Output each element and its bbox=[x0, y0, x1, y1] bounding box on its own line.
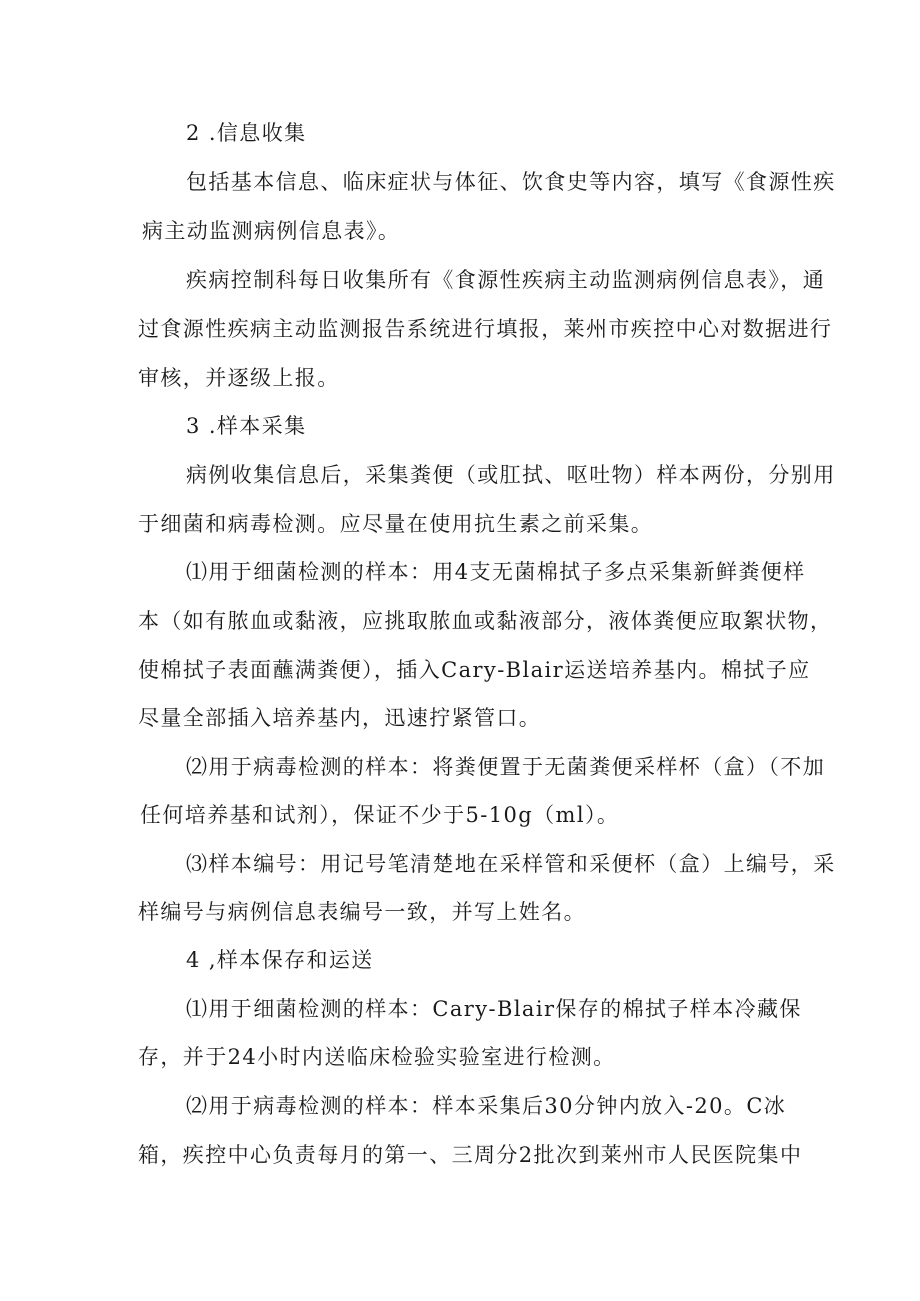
section-2-p2-line-3: 审核，并逐级上报。 bbox=[138, 366, 340, 390]
section-3-p1-line-2: 于细菌和病毒检测。应尽量在使用抗生素之前采集。 bbox=[138, 512, 654, 536]
section-4-heading: 4 ,样本保存和运送 bbox=[186, 948, 374, 972]
section-3-p1-line-1: 病例收集信息后，采集粪便（或肛拭、呕吐物）样本两份，分别用 bbox=[186, 463, 836, 487]
section-3-p3-line-2: 任何培养基和试剂），保证不少于5-10g（ml）。 bbox=[140, 803, 620, 827]
section-3-p3-line-1: ⑵用于病毒检测的样本：将粪便置于无菌粪便采样杯（盒）（不加 bbox=[186, 755, 826, 779]
section-3-p2-line-3: 使棉拭子表面蘸满粪便），插入Cary-Blair运送培养基内。棉拭子应 bbox=[138, 658, 811, 682]
section-3-p2-line-4: 尽量全部插入培养基内，迅速拧紧管口。 bbox=[138, 706, 542, 730]
section-3-heading: 3 .样本采集 bbox=[186, 414, 307, 438]
section-2-p1-line-1: 包括基本信息、临床症状与体征、饮食史等内容，填写《食源性疾 bbox=[186, 170, 836, 194]
section-4-p1-line-1: ⑴用于细菌检测的样本：Cary-Blair保存的棉拭子样本冷藏保 bbox=[186, 997, 802, 1021]
section-4-p2-line-2: 箱，疾控中心负责每月的第一、三周分2批次到莱州市人民医院集中 bbox=[138, 1143, 803, 1167]
section-3-p2-line-2: 本（如有脓血或黏液，应挑取脓血或黏液部分，液体粪便应取絮状物， bbox=[138, 609, 833, 633]
section-4-p2-line-1: ⑵用于病毒检测的样本：样本采集后30分钟内放入-20。C冰 bbox=[186, 1094, 787, 1118]
section-2-heading: 2 .信息收集 bbox=[186, 121, 307, 145]
section-2-p2-line-1: 疾病控制科每日收集所有《食源性疾病主动监测病例信息表》，通 bbox=[186, 268, 826, 292]
section-3-p4-line-1: ⑶样本编号：用记号笔清楚地在采样管和采便杯（盒）上编号，采 bbox=[186, 852, 836, 876]
section-2-p2-line-2: 过食源性疾病主动监测报告系统进行填报，莱州市疾控中心对数据进行 bbox=[138, 317, 833, 341]
section-2-p1-line-2: 病主动监测病例信息表》。 bbox=[142, 219, 401, 243]
section-3-p2-line-1: ⑴用于细菌检测的样本：用4支无菌棉拭子多点采集新鲜粪便样 bbox=[186, 560, 806, 584]
section-4-p1-line-2: 存，并于24小时内送临床检验实验室进行检测。 bbox=[138, 1045, 616, 1069]
section-3-p4-line-2: 样编号与病例信息表编号一致，并写上姓名。 bbox=[138, 900, 586, 924]
